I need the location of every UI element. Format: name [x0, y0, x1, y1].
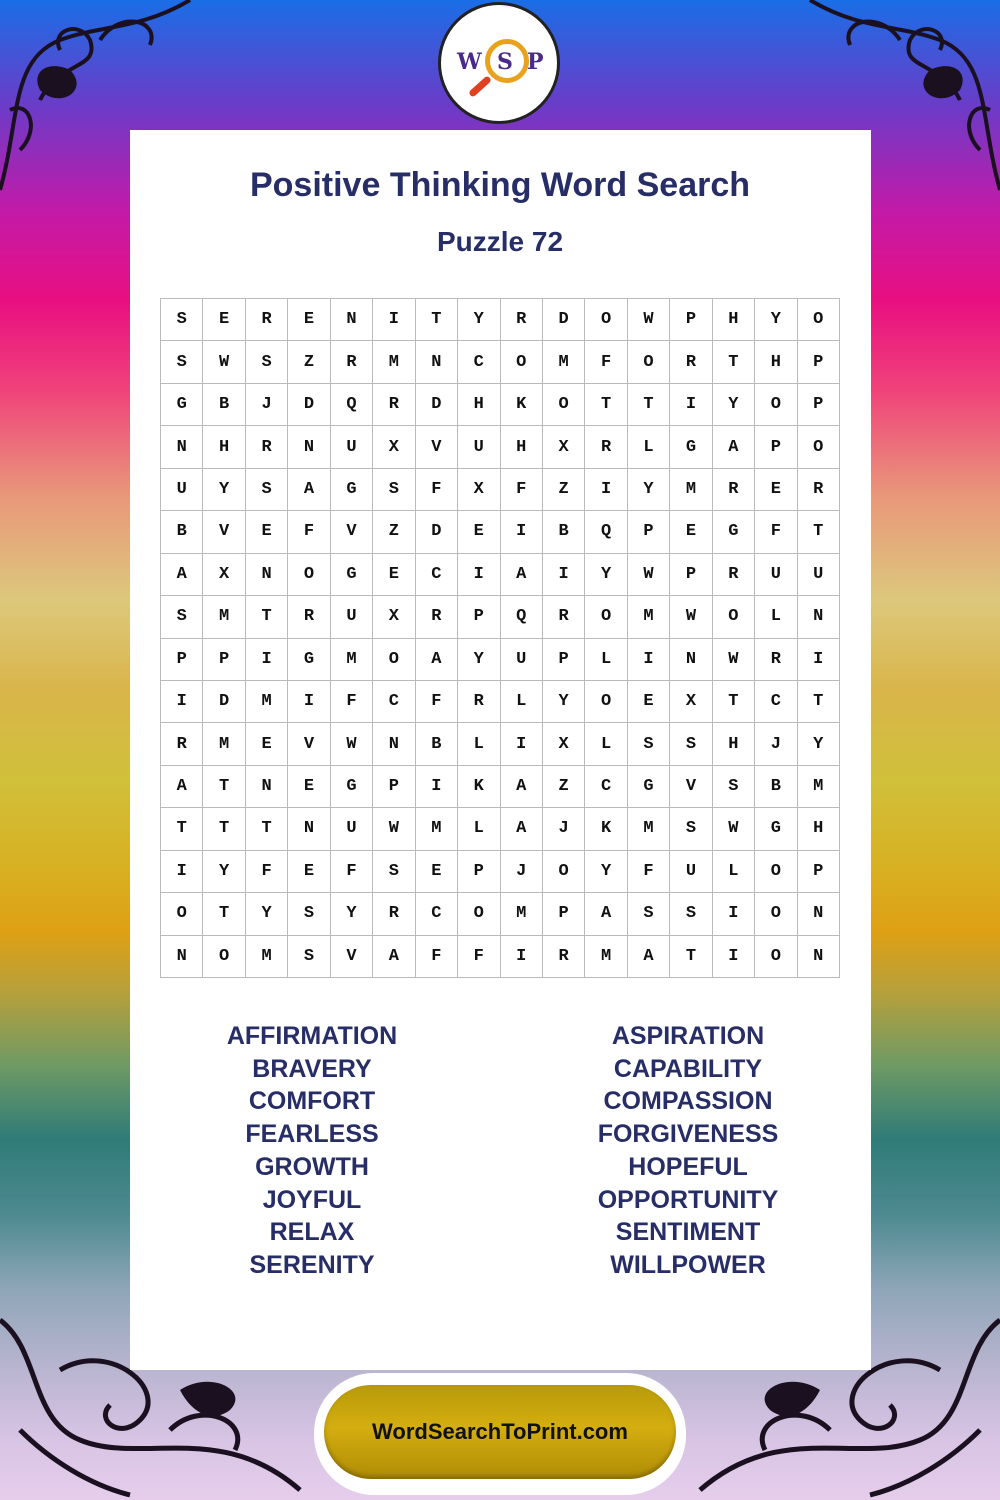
- grid-cell[interactable]: I: [373, 299, 415, 341]
- grid-cell[interactable]: U: [331, 808, 373, 850]
- grid-cell[interactable]: T: [246, 808, 288, 850]
- grid-cell[interactable]: B: [416, 723, 458, 765]
- word-list-item: COMPASSION: [603, 1087, 773, 1116]
- grid-cell[interactable]: S: [713, 766, 755, 808]
- grid-cell[interactable]: Y: [246, 893, 288, 935]
- grid-cell[interactable]: A: [161, 554, 203, 596]
- grid-cell[interactable]: N: [288, 426, 330, 468]
- grid-cell[interactable]: Y: [585, 554, 627, 596]
- grid-cell[interactable]: O: [585, 299, 627, 341]
- grid-cell[interactable]: R: [161, 723, 203, 765]
- grid-cell[interactable]: P: [798, 851, 840, 893]
- grid-cell[interactable]: W: [331, 723, 373, 765]
- grid-cell[interactable]: N: [798, 893, 840, 935]
- grid-cell[interactable]: F: [416, 681, 458, 723]
- grid-cell[interactable]: P: [798, 384, 840, 426]
- grid-cell[interactable]: P: [543, 893, 585, 935]
- grid-cell[interactable]: S: [288, 936, 330, 978]
- grid-cell[interactable]: D: [288, 384, 330, 426]
- grid-cell[interactable]: F: [755, 511, 797, 553]
- grid-cell[interactable]: T: [203, 893, 245, 935]
- grid-cell[interactable]: Y: [755, 299, 797, 341]
- grid-cell[interactable]: M: [246, 936, 288, 978]
- grid-cell[interactable]: Y: [585, 851, 627, 893]
- grid-cell[interactable]: M: [501, 893, 543, 935]
- logo-letter-s: S: [497, 49, 513, 75]
- grid-cell[interactable]: R: [373, 384, 415, 426]
- grid-cell[interactable]: Y: [331, 893, 373, 935]
- grid-cell[interactable]: O: [585, 596, 627, 638]
- grid-cell[interactable]: U: [501, 639, 543, 681]
- grid-cell[interactable]: V: [203, 511, 245, 553]
- grid-cell[interactable]: E: [203, 299, 245, 341]
- grid-cell[interactable]: H: [755, 341, 797, 383]
- grid-cell[interactable]: N: [670, 639, 712, 681]
- grid-cell[interactable]: R: [755, 639, 797, 681]
- grid-cell[interactable]: N: [798, 936, 840, 978]
- grid-cell[interactable]: E: [288, 766, 330, 808]
- grid-cell[interactable]: S: [246, 341, 288, 383]
- grid-cell[interactable]: R: [798, 469, 840, 511]
- grid-cell[interactable]: S: [670, 723, 712, 765]
- grid-cell[interactable]: E: [416, 851, 458, 893]
- grid-cell[interactable]: Y: [203, 851, 245, 893]
- grid-cell[interactable]: S: [373, 851, 415, 893]
- word-list-item: CAPABILITY: [613, 1054, 763, 1083]
- grid-cell[interactable]: M: [670, 469, 712, 511]
- grid-cell[interactable]: B: [543, 511, 585, 553]
- word-list-item: SERENITY: [249, 1250, 375, 1279]
- grid-cell[interactable]: P: [161, 639, 203, 681]
- grid-cell[interactable]: N: [373, 723, 415, 765]
- grid-cell[interactable]: N: [416, 341, 458, 383]
- grid-cell[interactable]: T: [798, 511, 840, 553]
- grid-cell[interactable]: G: [670, 426, 712, 468]
- grid-cell[interactable]: U: [331, 426, 373, 468]
- grid-cell[interactable]: I: [458, 554, 500, 596]
- grid-cell[interactable]: I: [161, 851, 203, 893]
- grid-cell[interactable]: T: [203, 808, 245, 850]
- grid-cell[interactable]: F: [416, 936, 458, 978]
- grid-cell[interactable]: N: [246, 766, 288, 808]
- grid-cell[interactable]: R: [713, 469, 755, 511]
- grid-cell[interactable]: A: [501, 766, 543, 808]
- word-list-item: GROWTH: [255, 1152, 369, 1181]
- grid-cell[interactable]: B: [203, 384, 245, 426]
- grid-cell[interactable]: S: [628, 723, 670, 765]
- grid-cell[interactable]: T: [713, 681, 755, 723]
- grid-cell[interactable]: K: [458, 766, 500, 808]
- grid-cell[interactable]: U: [331, 596, 373, 638]
- grid-cell[interactable]: F: [458, 936, 500, 978]
- grid-cell[interactable]: P: [628, 511, 670, 553]
- grid-cell[interactable]: R: [543, 936, 585, 978]
- grid-cell[interactable]: S: [628, 893, 670, 935]
- grid-cell[interactable]: P: [670, 554, 712, 596]
- grid-cell[interactable]: E: [670, 511, 712, 553]
- grid-cell[interactable]: X: [458, 469, 500, 511]
- grid-cell[interactable]: P: [755, 426, 797, 468]
- grid-cell[interactable]: G: [331, 766, 373, 808]
- grid-cell[interactable]: Z: [373, 511, 415, 553]
- grid-cell[interactable]: N: [161, 426, 203, 468]
- grid-cell[interactable]: H: [713, 299, 755, 341]
- grid-cell[interactable]: R: [416, 596, 458, 638]
- grid-cell[interactable]: C: [416, 893, 458, 935]
- grid-cell[interactable]: O: [798, 299, 840, 341]
- grid-cell[interactable]: I: [585, 469, 627, 511]
- grid-cell[interactable]: F: [288, 511, 330, 553]
- grid-cell[interactable]: R: [670, 341, 712, 383]
- grid-cell[interactable]: W: [670, 596, 712, 638]
- grid-cell[interactable]: S: [161, 596, 203, 638]
- grid-cell[interactable]: F: [585, 341, 627, 383]
- grid-cell[interactable]: E: [288, 851, 330, 893]
- grid-cell[interactable]: L: [585, 639, 627, 681]
- grid-cell[interactable]: I: [543, 554, 585, 596]
- grid-cell[interactable]: G: [628, 766, 670, 808]
- grid-cell[interactable]: B: [161, 511, 203, 553]
- grid-cell[interactable]: Z: [288, 341, 330, 383]
- magnifier-handle-icon: [468, 75, 492, 98]
- grid-cell[interactable]: H: [798, 808, 840, 850]
- grid-cell[interactable]: O: [501, 341, 543, 383]
- grid-cell[interactable]: I: [288, 681, 330, 723]
- grid-cell[interactable]: J: [501, 851, 543, 893]
- grid-cell[interactable]: C: [585, 766, 627, 808]
- grid-cell[interactable]: W: [373, 808, 415, 850]
- grid-cell[interactable]: Q: [501, 596, 543, 638]
- grid-cell[interactable]: W: [713, 639, 755, 681]
- grid-cell[interactable]: S: [288, 893, 330, 935]
- grid-cell[interactable]: M: [246, 681, 288, 723]
- grid-cell[interactable]: Y: [713, 384, 755, 426]
- grid-cell[interactable]: L: [628, 426, 670, 468]
- grid-cell[interactable]: I: [713, 936, 755, 978]
- grid-cell[interactable]: W: [203, 341, 245, 383]
- grid-cell[interactable]: F: [246, 851, 288, 893]
- grid-cell[interactable]: A: [628, 936, 670, 978]
- grid-cell[interactable]: G: [331, 469, 373, 511]
- grid-cell[interactable]: Y: [543, 681, 585, 723]
- grid-cell[interactable]: N: [798, 596, 840, 638]
- grid-cell[interactable]: O: [713, 596, 755, 638]
- grid-cell[interactable]: V: [331, 936, 373, 978]
- grid-cell[interactable]: H: [203, 426, 245, 468]
- grid-cell[interactable]: F: [628, 851, 670, 893]
- grid-cell[interactable]: I: [713, 893, 755, 935]
- word-list-left: [162, 1020, 462, 1282]
- grid-cell[interactable]: O: [755, 384, 797, 426]
- grid-cell[interactable]: T: [416, 299, 458, 341]
- grid-cell[interactable]: V: [416, 426, 458, 468]
- grid-cell[interactable]: R: [501, 299, 543, 341]
- grid-cell[interactable]: D: [416, 511, 458, 553]
- grid-cell[interactable]: M: [543, 341, 585, 383]
- word-list-item: AFFIRMATION: [226, 1022, 398, 1050]
- grid-cell[interactable]: L: [458, 808, 500, 850]
- grid-cell[interactable]: V: [331, 511, 373, 553]
- grid-cell[interactable]: A: [416, 639, 458, 681]
- grid-cell[interactable]: F: [331, 851, 373, 893]
- grid-cell[interactable]: M: [628, 808, 670, 850]
- grid-cell[interactable]: A: [288, 469, 330, 511]
- grid-cell[interactable]: Z: [543, 766, 585, 808]
- grid-cell[interactable]: S: [161, 299, 203, 341]
- grid-cell[interactable]: N: [161, 936, 203, 978]
- grid-cell[interactable]: O: [585, 681, 627, 723]
- grid-cell[interactable]: X: [543, 426, 585, 468]
- grid-cell[interactable]: L: [501, 681, 543, 723]
- grid-cell[interactable]: R: [288, 596, 330, 638]
- word-list-item: COMFORT: [248, 1087, 376, 1116]
- grid-cell[interactable]: X: [373, 596, 415, 638]
- grid-cell[interactable]: L: [585, 723, 627, 765]
- grid-cell[interactable]: H: [458, 384, 500, 426]
- website-link[interactable]: WordSearchToPrint.com: [324, 1385, 676, 1479]
- grid-cell[interactable]: R: [458, 681, 500, 723]
- grid-cell[interactable]: S: [670, 808, 712, 850]
- grid-cell[interactable]: T: [246, 596, 288, 638]
- grid-cell[interactable]: P: [798, 341, 840, 383]
- grid-cell[interactable]: M: [585, 936, 627, 978]
- grid-cell[interactable]: W: [628, 554, 670, 596]
- word-list-item: ASPIRATION: [611, 1022, 765, 1050]
- logo-letter-w: W: [457, 49, 482, 75]
- grid-cell[interactable]: D: [543, 299, 585, 341]
- grid-cell[interactable]: Y: [628, 469, 670, 511]
- grid-cell[interactable]: P: [543, 639, 585, 681]
- grid-cell[interactable]: J: [755, 723, 797, 765]
- grid-cell[interactable]: I: [501, 723, 543, 765]
- word-list-item: WILLPOWER: [610, 1250, 766, 1279]
- grid-cell[interactable]: M: [203, 596, 245, 638]
- grid-cell[interactable]: O: [288, 554, 330, 596]
- letter-grid[interactable]: [160, 298, 840, 978]
- grid-cell[interactable]: A: [161, 766, 203, 808]
- grid-cell[interactable]: F: [331, 681, 373, 723]
- grid-cell[interactable]: E: [373, 554, 415, 596]
- grid-cell[interactable]: T: [203, 766, 245, 808]
- grid-cell[interactable]: W: [628, 299, 670, 341]
- puzzle-number: Puzzle 72: [436, 226, 564, 257]
- grid-cell[interactable]: V: [288, 723, 330, 765]
- grid-cell[interactable]: U: [798, 554, 840, 596]
- grid-cell[interactable]: K: [585, 808, 627, 850]
- grid-cell[interactable]: P: [458, 851, 500, 893]
- grid-cell[interactable]: T: [670, 936, 712, 978]
- grid-cell[interactable]: N: [288, 808, 330, 850]
- grid-cell[interactable]: G: [288, 639, 330, 681]
- grid-cell[interactable]: P: [203, 639, 245, 681]
- grid-cell[interactable]: I: [501, 511, 543, 553]
- grid-cell[interactable]: T: [585, 384, 627, 426]
- grid-cell[interactable]: O: [161, 893, 203, 935]
- grid-cell[interactable]: R: [246, 299, 288, 341]
- grid-cell[interactable]: B: [755, 766, 797, 808]
- grid-cell[interactable]: C: [416, 554, 458, 596]
- grid-cell[interactable]: X: [670, 681, 712, 723]
- grid-cell[interactable]: O: [755, 851, 797, 893]
- grid-cell[interactable]: C: [458, 341, 500, 383]
- grid-cell[interactable]: U: [458, 426, 500, 468]
- grid-cell[interactable]: U: [670, 851, 712, 893]
- grid-cell[interactable]: A: [585, 893, 627, 935]
- grid-cell[interactable]: E: [628, 681, 670, 723]
- grid-cell[interactable]: R: [713, 554, 755, 596]
- grid-cell[interactable]: Y: [458, 299, 500, 341]
- grid-cell[interactable]: I: [670, 384, 712, 426]
- grid-cell[interactable]: K: [501, 384, 543, 426]
- grid-cell[interactable]: L: [713, 851, 755, 893]
- grid-cell[interactable]: Z: [543, 469, 585, 511]
- grid-cell[interactable]: O: [458, 893, 500, 935]
- grid-cell[interactable]: N: [331, 299, 373, 341]
- grid-cell[interactable]: H: [501, 426, 543, 468]
- grid-cell[interactable]: E: [246, 511, 288, 553]
- grid-cell[interactable]: O: [543, 384, 585, 426]
- grid-cell[interactable]: L: [755, 596, 797, 638]
- word-list-item: RELAX: [269, 1218, 355, 1247]
- grid-cell[interactable]: O: [543, 851, 585, 893]
- grid-cell[interactable]: M: [203, 723, 245, 765]
- grid-cell[interactable]: U: [755, 554, 797, 596]
- grid-cell[interactable]: T: [628, 384, 670, 426]
- grid-cell[interactable]: Q: [331, 384, 373, 426]
- grid-cell[interactable]: E: [458, 511, 500, 553]
- grid-cell[interactable]: J: [246, 384, 288, 426]
- word-list-item: FORGIVENESS: [597, 1120, 779, 1149]
- grid-cell[interactable]: S: [246, 469, 288, 511]
- grid-cell[interactable]: V: [670, 766, 712, 808]
- grid-cell[interactable]: M: [416, 808, 458, 850]
- grid-cell[interactable]: M: [331, 639, 373, 681]
- grid-cell[interactable]: O: [755, 893, 797, 935]
- grid-cell[interactable]: H: [713, 723, 755, 765]
- grid-cell[interactable]: I: [246, 639, 288, 681]
- word-list-item: HOPEFUL: [628, 1152, 748, 1181]
- grid-cell[interactable]: E: [755, 469, 797, 511]
- grid-cell[interactable]: X: [203, 554, 245, 596]
- grid-cell[interactable]: C: [755, 681, 797, 723]
- grid-cell[interactable]: R: [373, 893, 415, 935]
- grid-cell[interactable]: I: [161, 681, 203, 723]
- word-list-item: FEARLESS: [245, 1120, 379, 1149]
- word-list-item: SENTIMENT: [615, 1218, 761, 1247]
- logo-letter-p: P: [527, 49, 544, 75]
- grid-cell[interactable]: I: [798, 639, 840, 681]
- grid-cell[interactable]: I: [416, 766, 458, 808]
- page-title: Positive Thinking Word Search: [249, 166, 751, 204]
- grid-cell[interactable]: R: [585, 426, 627, 468]
- grid-cell[interactable]: D: [416, 384, 458, 426]
- grid-cell[interactable]: S: [670, 893, 712, 935]
- grid-cell[interactable]: A: [501, 554, 543, 596]
- grid-cell[interactable]: T: [713, 341, 755, 383]
- grid-cell[interactable]: G: [331, 554, 373, 596]
- grid-cell[interactable]: N: [246, 554, 288, 596]
- grid-cell[interactable]: O: [373, 639, 415, 681]
- grid-cell[interactable]: F: [501, 469, 543, 511]
- grid-cell[interactable]: I: [628, 639, 670, 681]
- grid-cell[interactable]: P: [373, 766, 415, 808]
- grid-cell[interactable]: Y: [203, 469, 245, 511]
- word-list-item: OPPORTUNITY: [597, 1185, 779, 1214]
- grid-cell[interactable]: A: [713, 426, 755, 468]
- grid-cell[interactable]: L: [458, 723, 500, 765]
- wsp-logo[interactable]: [438, 2, 560, 124]
- word-list-item: BRAVERY: [252, 1054, 372, 1083]
- grid-cell[interactable]: O: [798, 426, 840, 468]
- grid-cell[interactable]: R: [246, 426, 288, 468]
- grid-cell[interactable]: O: [755, 936, 797, 978]
- grid-cell[interactable]: P: [670, 299, 712, 341]
- grid-cell[interactable]: F: [416, 469, 458, 511]
- grid-cell[interactable]: M: [798, 766, 840, 808]
- grid-cell[interactable]: M: [628, 596, 670, 638]
- grid-cell[interactable]: D: [203, 681, 245, 723]
- grid-cell[interactable]: Q: [585, 511, 627, 553]
- grid-cell[interactable]: R: [331, 341, 373, 383]
- grid-cell[interactable]: S: [161, 341, 203, 383]
- grid-cell[interactable]: G: [713, 511, 755, 553]
- grid-cell[interactable]: E: [246, 723, 288, 765]
- grid-cell[interactable]: A: [501, 808, 543, 850]
- grid-cell[interactable]: M: [373, 341, 415, 383]
- grid-cell[interactable]: J: [543, 808, 585, 850]
- grid-cell[interactable]: Y: [798, 723, 840, 765]
- grid-cell[interactable]: P: [458, 596, 500, 638]
- grid-cell[interactable]: A: [373, 936, 415, 978]
- grid-cell[interactable]: W: [713, 808, 755, 850]
- grid-cell[interactable]: T: [161, 808, 203, 850]
- grid-cell[interactable]: S: [373, 469, 415, 511]
- grid-cell[interactable]: X: [373, 426, 415, 468]
- grid-cell[interactable]: C: [373, 681, 415, 723]
- grid-cell[interactable]: T: [798, 681, 840, 723]
- grid-cell[interactable]: E: [288, 299, 330, 341]
- word-list-item: JOYFUL: [262, 1185, 362, 1214]
- word-list-right: [538, 1020, 838, 1282]
- grid-cell[interactable]: X: [543, 723, 585, 765]
- grid-cell[interactable]: I: [501, 936, 543, 978]
- grid-cell[interactable]: O: [203, 936, 245, 978]
- grid-cell[interactable]: U: [161, 469, 203, 511]
- grid-cell[interactable]: Y: [458, 639, 500, 681]
- grid-cell[interactable]: R: [543, 596, 585, 638]
- grid-cell[interactable]: G: [755, 808, 797, 850]
- grid-cell[interactable]: O: [628, 341, 670, 383]
- grid-cell[interactable]: G: [161, 384, 203, 426]
